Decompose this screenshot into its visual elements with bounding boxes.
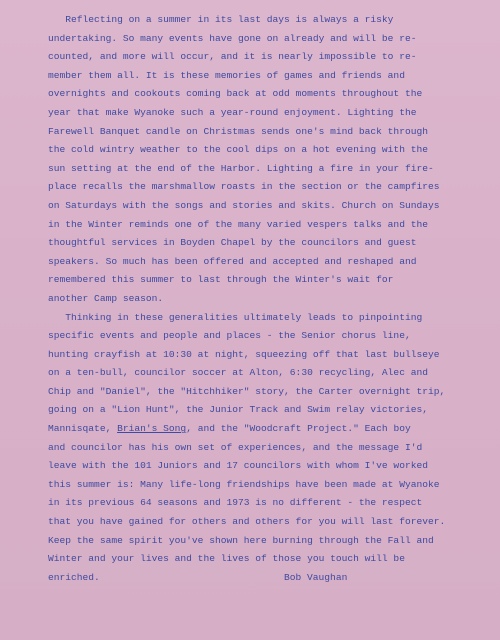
closing-line	[48, 569, 488, 588]
text-line: another Camp season.	[48, 292, 164, 304]
text-line: place recalls the marshmallow roasts in the section or the campfires	[48, 181, 440, 193]
text-line: Keep the same spirit you've shown here burning through the Fall and	[48, 534, 434, 546]
text-line: the cold wintry weather to the cool dips on a hot evening with the	[48, 144, 428, 156]
text-line: remembered this summer to last through the Winter's wait for	[48, 274, 394, 286]
text-line: counted, and more will occur, and it is nearly impossible to re-	[48, 51, 417, 63]
text-line: leave with the 101 Juniors and 17 councilors with whom I've worked	[48, 460, 428, 472]
text-line: overnights and cookouts coming back at odd moments throughout the	[48, 88, 423, 100]
text-line: Thinking in these generalities ultimately leads to pinpointing	[48, 311, 423, 323]
text-line: in its previous 64 seasons and 1973 is no different - the respect	[48, 497, 423, 509]
text-fragment: , and the "Woodcraft Project." Each boy	[186, 423, 411, 435]
text-fragment: enriched.	[48, 571, 100, 583]
text-line: on Saturdays with the songs and stories and skits. Church on Sundays	[48, 199, 440, 211]
signature: Bob Vaughan	[284, 571, 348, 583]
text-line: hunting crayfish at 10:30 at night, squeezing off that last bullseye	[48, 348, 440, 360]
text-line	[48, 420, 488, 439]
letter-body	[48, 11, 488, 587]
text-line: Farewell Banquet candle on Christmas sends one's mind back through	[48, 125, 428, 137]
text-line: Chip and "Daniel", the "Hitchhiker" story, the Carter overnight trip,	[48, 385, 446, 397]
text-line: sun setting at the end of the Harbor. Lighting a fire in your fire-	[48, 162, 434, 174]
text-line: year that make Wyanoke such a year-round enjoyment. Lighting the	[48, 106, 417, 118]
text-fragment: Mannisqate,	[48, 423, 118, 435]
text-line: undertaking. So many events have gone on already and will be re-	[48, 32, 417, 44]
text-line: thoughtful services in Boyden Chapel by the councilors and guest	[48, 237, 417, 249]
text-line: specific events and people and places - the Senior chorus line,	[48, 330, 411, 342]
text-line: on a ten-bull, councilor soccer at Alton, 6:30 recycling, Alec and	[48, 367, 428, 379]
text-line: this summer is: Many life-long friendships have been made at Wyanoke	[48, 478, 440, 490]
text-line: and councilor has his own set of experiences, and the message I'd	[48, 441, 423, 453]
text-line: Winter and your lives and the lives of those you touch will be	[48, 553, 405, 565]
text-line: speakers. So much has been offered and accepted and reshaped and	[48, 255, 417, 267]
text-line: going on a "Lion Hunt", the Junior Track and Swim relay victories,	[48, 404, 428, 416]
text-line: that you have gained for others and others for you will last forever.	[48, 516, 446, 528]
underlined-song-title: Brian's Song	[117, 423, 187, 435]
text-line: Reflecting on a summer in its last days is always a risky	[48, 14, 394, 25]
text-line: member them all. It is these memories of games and friends and	[48, 69, 405, 81]
text-line: in the Winter reminds one of the many varied vespers talks and the	[48, 218, 428, 230]
